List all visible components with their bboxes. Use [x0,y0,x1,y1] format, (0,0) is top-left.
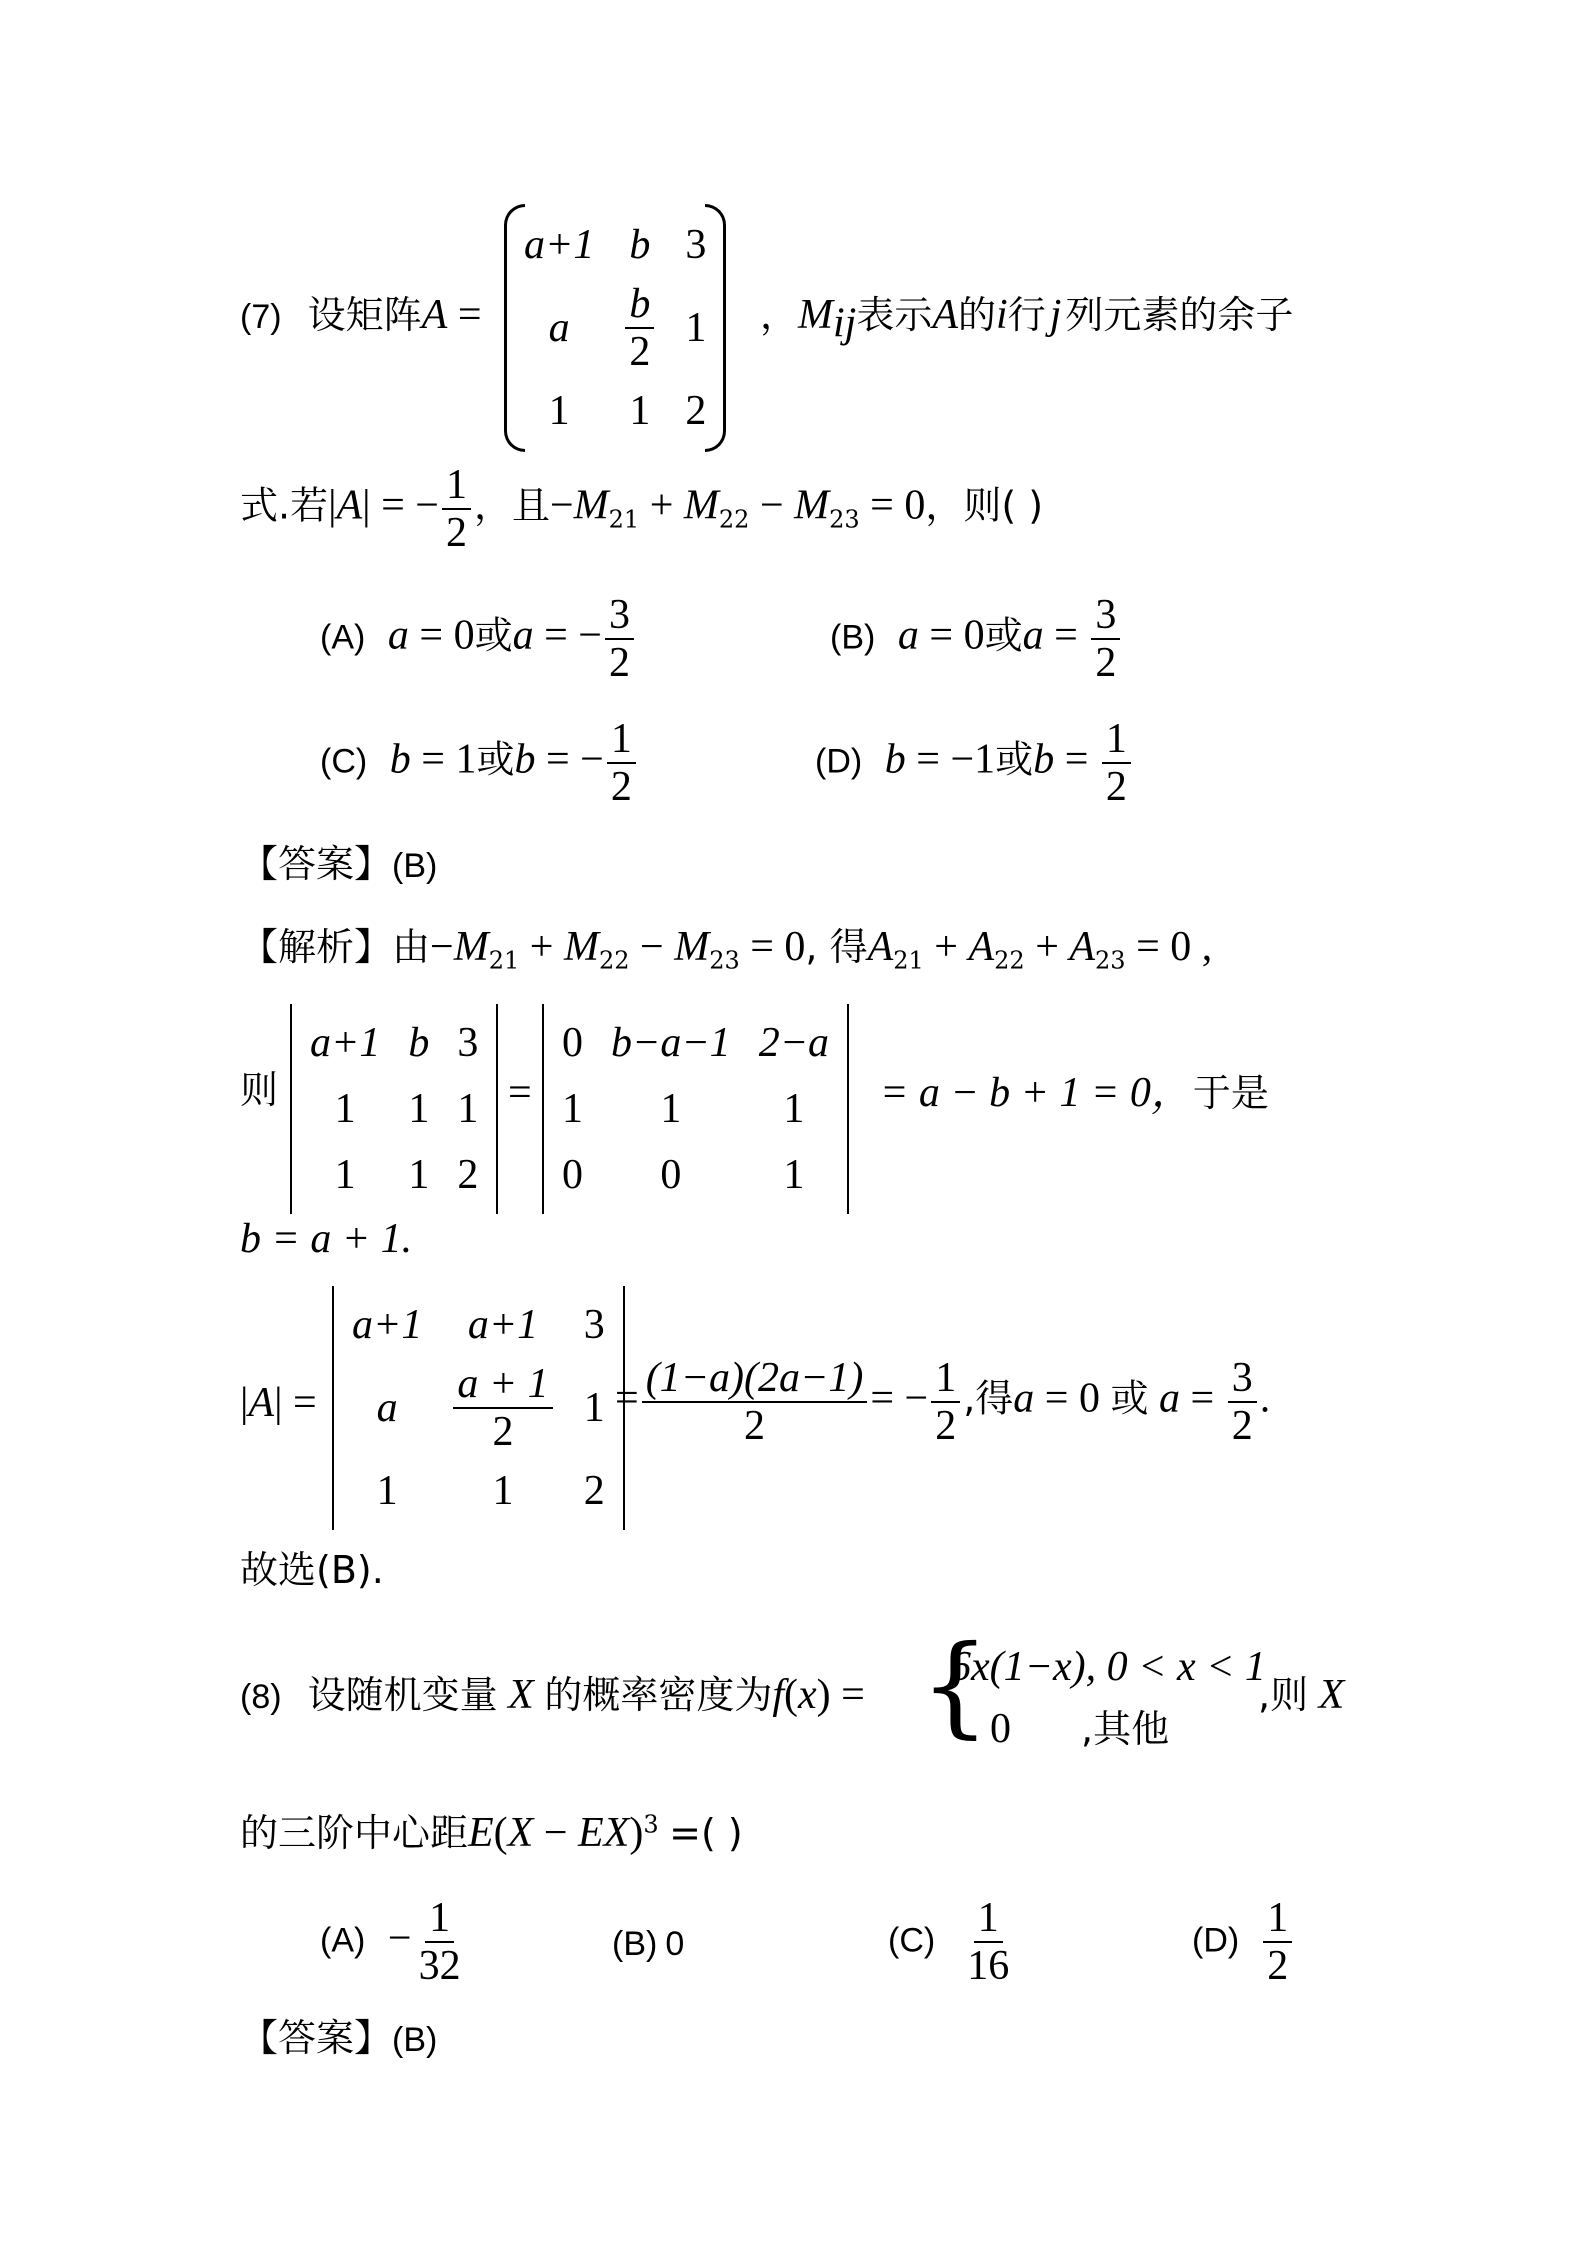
q8-option-a[interactable]: (A) − $\frac{1}{32}$ [320,1895,461,1990]
q7-det3-result: = $\frac{(1-a)(2a-1)}{2}$ = − $\frac{1}{2}$ ,得a = 0 或 a = $\frac{3}{2}$ . [615,1355,1271,1450]
q7-stem-start: 设矩阵 [307,293,422,337]
q8-case-2: 0 ,其他 [990,1706,1170,1752]
q7-stem-line1-right: ，$M_{ij}$表示A的i行j 列元素的余子 [760,292,1294,347]
q7-determinant-2: 0 b−a−1 2−a 1 1 1 0 0 1 [548,1010,843,1208]
q8-option-c[interactable]: (C) $\frac{1}{16}$ [888,1895,1010,1990]
q7-option-a[interactable]: (A) a = 0或a = − $\frac{3}{2}$ [320,592,637,686]
q7-det-result: = a − b + 1 = 0，于是 [880,1070,1269,1116]
q7-determinant-1: a+1 b 3 1 1 1 1 1 2 [296,1010,492,1208]
q7-analysis-line1: 【解析】由$-M_{21} + M_{22} - M_{23} = 0$, 得$A_{21} + A_{22} + A_{23} = 0$ , [240,924,1213,975]
q8-option-d[interactable]: (D) $\frac{1}{2}$ [1192,1895,1295,1989]
q7-matrix-var: A [421,292,448,338]
q8-number: (8) [240,1678,282,1716]
q7-option-c[interactable]: (C) b = 1或b = − $\frac{1}{2}$ [320,716,639,810]
q8-option-b[interactable]: (B) 0 [612,1925,685,1963]
q8-answer: 【答案】(B) [240,2016,438,2060]
q7-stem-line2: 式.若|A| = − $\frac{1}{2}$ ，且$-M_{21} + M_{22} - M_{23} = 0$，则( ) [240,462,1044,557]
q7-determinant-3: a+1 a+1 3 a $\frac{a + 1}{2}$ 1 1 1 2 [338,1292,619,1524]
q8-brace: { [920,1621,990,1749]
q7-then-label: 则 [240,1068,279,1112]
q7-option-b[interactable]: (B) a = 0或a = $\frac{3}{2}$ [830,592,1123,686]
q7-b-eq: b = a + 1. [240,1216,413,1262]
q7-matrix-a: a+1 b 3 a $\frac{b}{2}$ 1 1 1 2 [510,212,720,444]
q8-stem-line1: (8) 设随机变量 X 的概率密度为f(x) = [240,1672,865,1718]
q7-choose: 故选(B). [240,1548,384,1592]
q8-case-1: 6x(1−x), 0 < x < 1 [950,1644,1266,1690]
q7-stem-line1: (7) 设矩阵A = [240,292,482,338]
q8-stem-line2: 的三阶中心距E(X − EX)$^3$ =( ) [240,1810,743,1856]
q8-stem-line1-end: ,则 X [1258,1672,1345,1718]
q7-option-d[interactable]: (D) b = −1或b = $\frac{1}{2}$ [815,716,1134,810]
q7-number: (7) [240,298,282,336]
q7-answer: 【答案】(B) [240,842,438,886]
